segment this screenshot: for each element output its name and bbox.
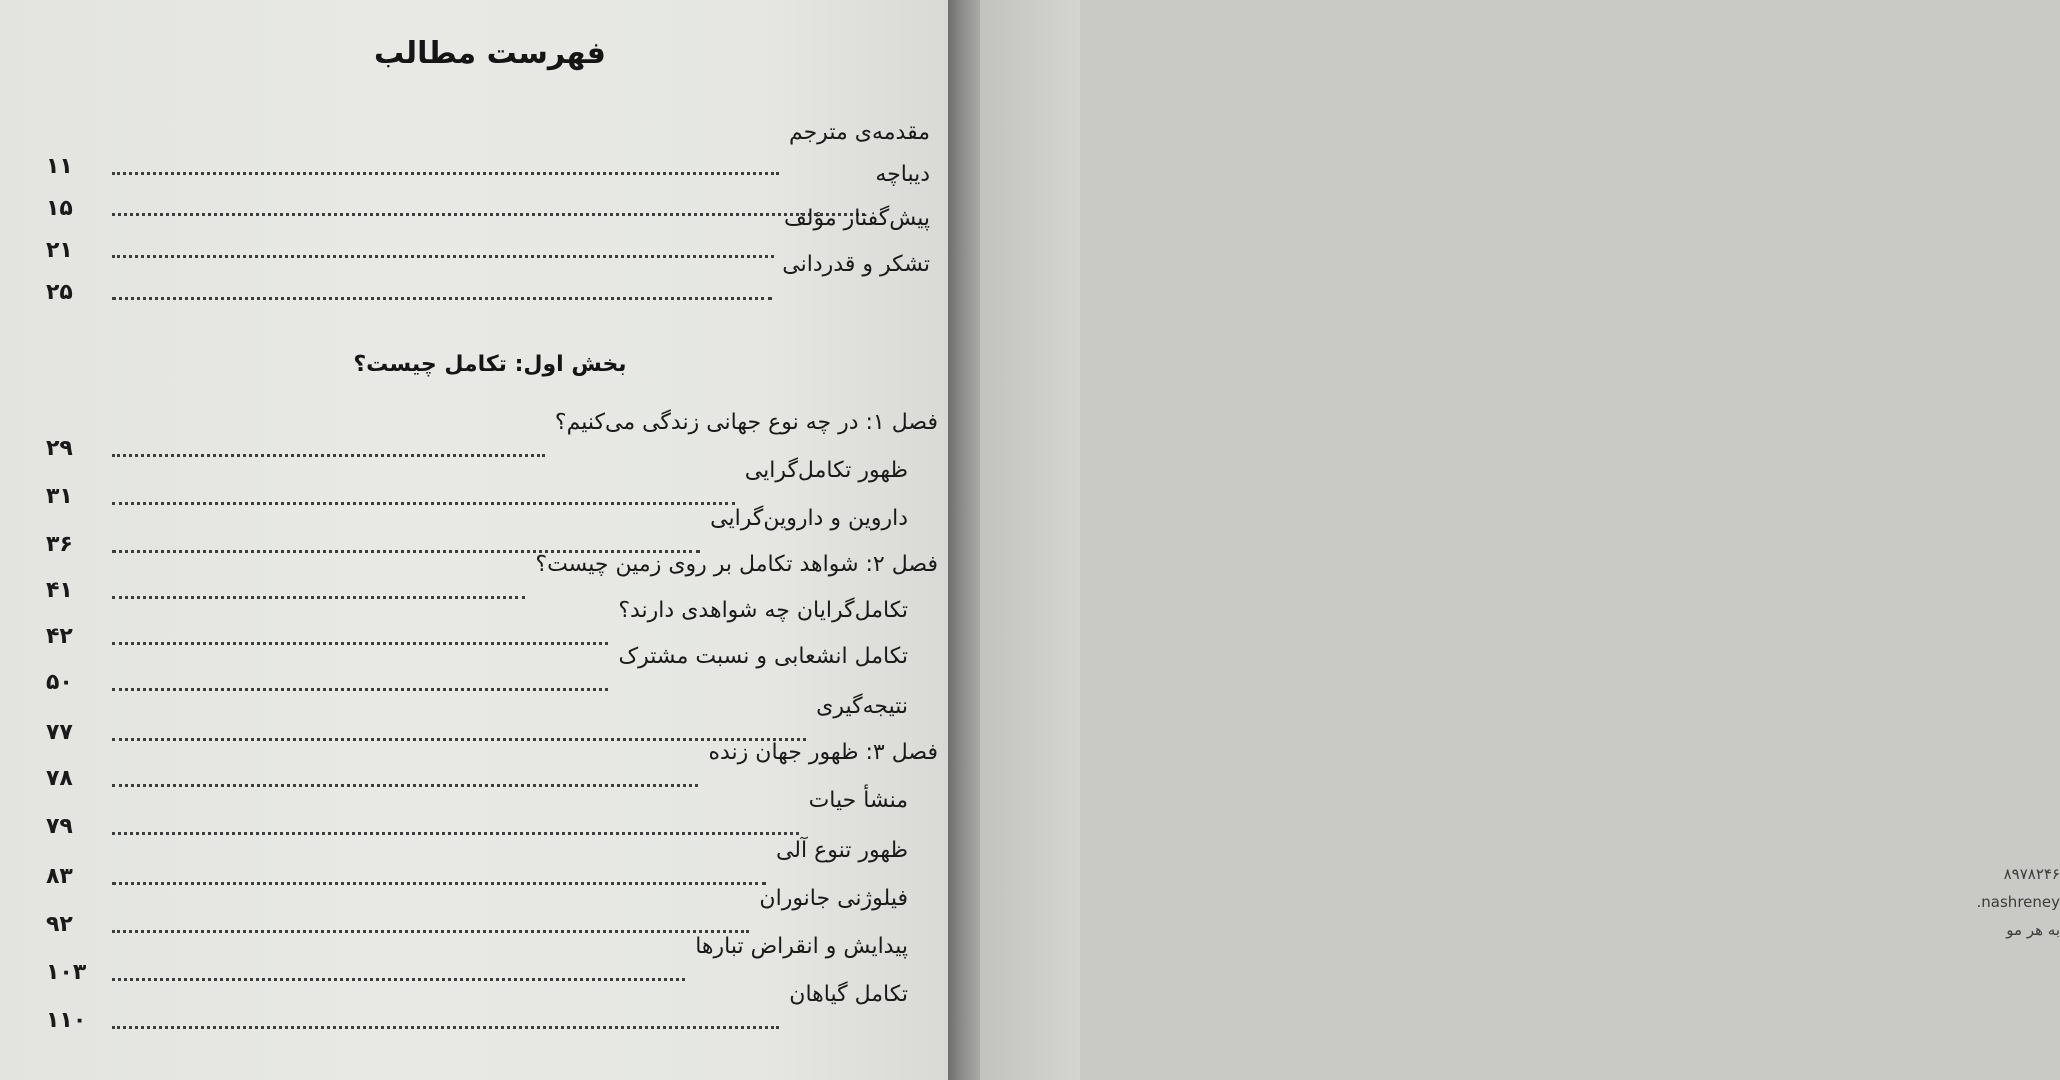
toc-leader-dots: [112, 297, 772, 300]
adjacent-fragment: nashreney.: [1976, 893, 2060, 911]
toc-entry-label: تشکر و قدردانی: [782, 252, 930, 277]
toc-leader-dots: [112, 738, 806, 741]
adjacent-page-fragments: [1976, 860, 2060, 990]
toc-entry-label: نتیجه‌گیری: [816, 694, 908, 719]
toc-page-number: ۱۱۰: [46, 1008, 87, 1033]
toc-page-number: ۳۶: [46, 532, 73, 557]
toc-entry-label: فصل ۱: در چه نوع جهانی زندگی می‌کنیم؟: [554, 410, 938, 435]
section-title: بخش اول: تکامل چیست؟: [353, 352, 627, 377]
toc-leader-dots: [112, 255, 774, 258]
toc-entry-label: پیدایش و انقراض تبارها: [695, 934, 908, 959]
toc-page-number: ۸۳: [46, 864, 73, 889]
toc-leader-dots: [112, 688, 608, 691]
toc-leader-dots: [112, 832, 799, 835]
toc-leader-dots: [112, 172, 779, 175]
adjacent-fragment: به هر مو: [2006, 921, 2060, 939]
book-gutter-shadow: [948, 0, 980, 1080]
toc-entry-label: تکامل گیاهان: [789, 982, 908, 1007]
toc-page-number: ۵۰: [46, 670, 73, 695]
toc-entry-label: ظهور تنوع آلی: [775, 838, 908, 863]
toc-page-number: ۲۱: [46, 238, 73, 263]
toc-leader-dots: [112, 1026, 779, 1029]
toc-entry-label: تکامل انشعابی و نسبت مشترک: [618, 644, 908, 669]
toc-entry-label: منشأ حیات: [808, 788, 908, 813]
toc-entry-label: فصل ۳: ظهور جهان زنده: [708, 740, 938, 765]
toc-leader-dots: [112, 213, 865, 216]
toc-leader-dots: [112, 454, 545, 457]
toc-page-number: ۱۰۳: [46, 960, 87, 985]
toc-page-number: ۴۲: [46, 624, 73, 649]
toc-page-number: ۷۸: [46, 766, 73, 791]
toc-leader-dots: [112, 882, 766, 885]
toc-entry-label: فصل ۲: شواهد تکامل بر روی زمین چیست؟: [535, 552, 938, 577]
toc-page-number: ۷۹: [46, 814, 73, 839]
toc-leader-dots: [112, 784, 698, 787]
book-page: [0, 0, 948, 1080]
toc-page-number: ۲۵: [46, 280, 73, 305]
toc-entry-label: مقدمه‌ی مترجم: [788, 120, 930, 145]
toc-leader-dots: [112, 930, 749, 933]
table-of-contents: [0, 0, 948, 1080]
adjacent-fragment: ۸۹۷۸۲۴۶: [2003, 865, 2060, 883]
toc-entry-label: داروین و داروین‌گرایی: [710, 506, 908, 531]
toc-entry-label: تکامل‌گرایان چه شواهدی دارند؟: [618, 598, 908, 623]
toc-leader-dots: [112, 596, 525, 599]
toc-entry-label: فیلوژنی جانوران: [759, 886, 908, 911]
toc-entry-label: پیش‌گفتار مؤلف: [784, 206, 930, 231]
toc-leader-dots: [112, 978, 685, 981]
toc-page-number: ۴۱: [46, 578, 73, 603]
toc-page-number: ۲۹: [46, 436, 73, 461]
toc-page-number: ۳۱: [46, 484, 73, 509]
adjacent-page: [980, 0, 2060, 1080]
toc-leader-dots: [112, 502, 735, 505]
toc-page-number: ۱۱: [46, 154, 73, 179]
toc-leader-dots: [112, 642, 608, 645]
toc-page-number: ۷۷: [46, 720, 73, 745]
page-title: فهرست مطالب: [374, 36, 606, 71]
toc-page-number: ۹۲: [46, 912, 73, 937]
toc-page-number: ۱۵: [46, 196, 73, 221]
toc-entry-label: ظهور تکامل‌گرایی: [744, 458, 908, 483]
toc-entry-label: دیباچه: [875, 162, 930, 187]
